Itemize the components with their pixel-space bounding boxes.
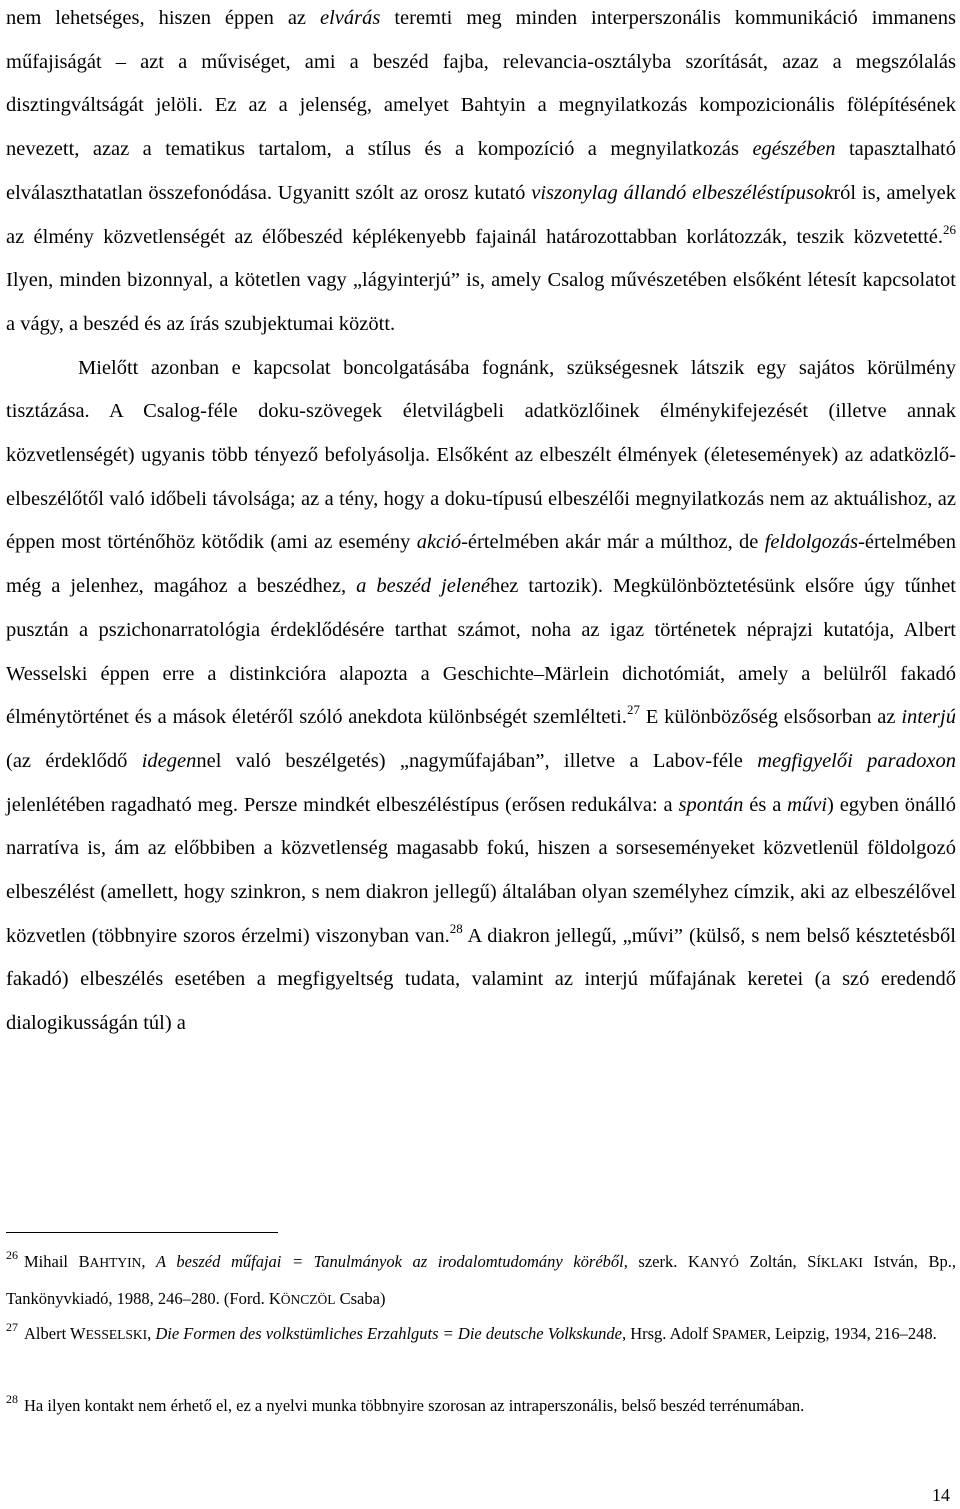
text-run: Ilyen, minden bizonnyal, a kötetlen vagy „lágyinterjú” is, amely Csalog művészetében elsőként létesít kapcsolatot a vágy, a beszéd és az írás szubjektumai között.: [6, 269, 956, 335]
italic-run: spontán: [678, 793, 744, 816]
text-run: , szerk. K: [623, 1252, 700, 1271]
italic-run: elvárás: [320, 7, 381, 29]
footnote-ref-26[interactable]: 26: [943, 221, 956, 237]
text-run: tapasztalható elválaszthatatlan összefonódása. Ugyanitt szólt az orosz kutató: [6, 138, 956, 204]
italic-run: Die Formen des volkstümliches Erzahlguts = Die deutsche Volkskunde: [155, 1324, 622, 1343]
text-run: Albert W: [24, 1324, 86, 1343]
italic-run: idegen: [141, 749, 197, 772]
footnote-28: [6, 1388, 956, 1424]
text-run: Zoltán, S: [738, 1252, 817, 1271]
italic-run: megfigyelői paradoxon: [757, 749, 956, 772]
text-run: E különbözőség elsősorban az: [639, 706, 902, 729]
italic-run: A beszéd műfajai = Tanulmányok az irodalomtudomány köréből: [156, 1252, 624, 1271]
footnote-number: 27: [6, 1320, 18, 1334]
small-caps-run: ANYÓ: [699, 1255, 739, 1270]
text-run: ról is, amelyek az élmény közvetlenségét az élőbeszéd képlékenyebb fajainál határozottabban korlátozzák, teszik közvetetté.: [6, 181, 956, 248]
footnote-number: 28: [6, 1392, 18, 1406]
text-run: Csaba): [335, 1289, 386, 1308]
document-page: [6, 0, 956, 1509]
small-caps-run: AHTYIN: [89, 1255, 142, 1270]
small-caps-run: ÖNCZÖL: [280, 1292, 336, 1307]
small-caps-run: ÍKLAKI: [816, 1255, 863, 1270]
text-run: teremti meg minden interperszonális kommunikáció immanens műfajiságát – azt a műviséget, ami a beszéd fajba, relevancia-osztályba szorítását, azaz a megszólalás disztingváltságát jelöli. Ez az a jelenség, amelyet Bahtyin a megnyilatkozás kompozicionális fölépítésének nevezett, azaz a tematikus tartalom, a stílus és a kompozíció a megnyilatkozás: [6, 7, 956, 161]
body-text: [6, 0, 956, 1046]
text-run: , Hrsg. Adolf S: [621, 1324, 722, 1343]
text-run: hez tartozik). Megkülönböztetésünk elsőre úgy tűnhet pusztán a pszichonarratológia érdeklődésére tarthat számot, noha az igaz történetek néprajzi kutatója, Albert Wesselski éppen erre a distinkcióra alapozta a Geschichte–Märlein dichotómiát, amely a belülről fakadó élménytörténet és a mások életéről szóló anekdota különbségét szemlélteti.: [6, 575, 956, 729]
italic-run: interjú: [901, 706, 956, 729]
italic-run: viszonylag állandó elbeszéléstípusok: [531, 181, 834, 204]
footnote-26: [6, 1244, 956, 1318]
text-run: -értelmében még a jelenhez, magához a beszédhez,: [6, 531, 956, 598]
text-run: ) egyben önálló narratíva is, ám az előbbiben a közvetlenség magasabb fokú, hiszen a sorseseményeket közvetlenül földolgozó elbeszélést (amellett, hogy szinkron, s nem diakron jellegű) általában olyan személyhez címzik, aki az elbeszélővel közvetlen (többnyire szoros érzelmi) viszonyban van.: [6, 793, 956, 947]
footnote-ref-28[interactable]: 28: [449, 920, 463, 936]
text-run: Mielőtt azonban e kapcsolat boncolgatásába fognánk, szükségesnek látszik egy sajátos körülmény tisztázása. A Csalog-féle doku-szövegek életvilágbeli adatközlőinek élménykifejezését (illetve annak közvetlenségét) ugyanis több tényező befolyásolja. Elsőként az elbeszélt élmények (életesemények) az adatközlő-elbeszélőtől való időbeli távolsága; az a tény, hogy a doku-típusú elbeszélői megnyilatkozás nem az aktuálishoz, az éppen most történőhöz kötődik (ami az esemény: [6, 356, 956, 554]
italic-run: a beszéd jelené: [356, 575, 490, 598]
italic-run: egészében: [752, 138, 836, 161]
italic-run: művi: [787, 793, 828, 816]
footnote-27: [6, 1316, 956, 1353]
small-caps-run: PAMER: [721, 1327, 767, 1342]
text-run: ,: [141, 1252, 157, 1271]
text-run: nel való beszélgetés) „nagyműfajában”, illetve a Labov-féle: [196, 749, 758, 772]
paragraph-1: [6, 0, 956, 347]
text-run: -értelmében akár már a múlthoz, de: [461, 531, 765, 554]
page-number: 14: [932, 1485, 950, 1505]
text-run: , Leipzig, 1934, 216–248.: [766, 1324, 937, 1343]
text-run: és a: [743, 793, 788, 816]
paragraph-2: [6, 347, 956, 1046]
footnote-ref-27[interactable]: 27: [626, 702, 640, 718]
text-run: jelenlétében ragadható meg. Persze mindkét elbeszéléstípus (erősen redukálva: a: [6, 793, 679, 816]
text-run: Mihail B: [24, 1252, 90, 1271]
italic-run: akció: [416, 531, 462, 554]
text-run: ,: [147, 1324, 156, 1343]
text-run: nem lehetséges, hiszen éppen az: [6, 7, 320, 29]
text-run: Ha ilyen kontakt nem érhető el, ez a nyelvi munka többnyire szorosan az intraperszonális, belső beszéd terrénumában.: [24, 1396, 805, 1415]
text-run: István, Bp., Tankönyvkiadó, 1988, 246–280. (Ford. K: [6, 1252, 957, 1308]
text-run: (az érdeklődő: [6, 749, 142, 772]
footnote-separator: [6, 1232, 278, 1233]
footnote-number: 26: [6, 1248, 18, 1262]
small-caps-run: ESSELSKI: [85, 1327, 148, 1342]
text-run: A diakron jellegű, „művi” (külső, s nem belső késztetésből fakadó) elbeszélés esetében a megfigyeltség tudata, valamint az interjú műfajának keretei (a szó eredendő dialogikusságán túl) a: [6, 924, 956, 1035]
italic-run: feldolgozás: [764, 531, 859, 554]
